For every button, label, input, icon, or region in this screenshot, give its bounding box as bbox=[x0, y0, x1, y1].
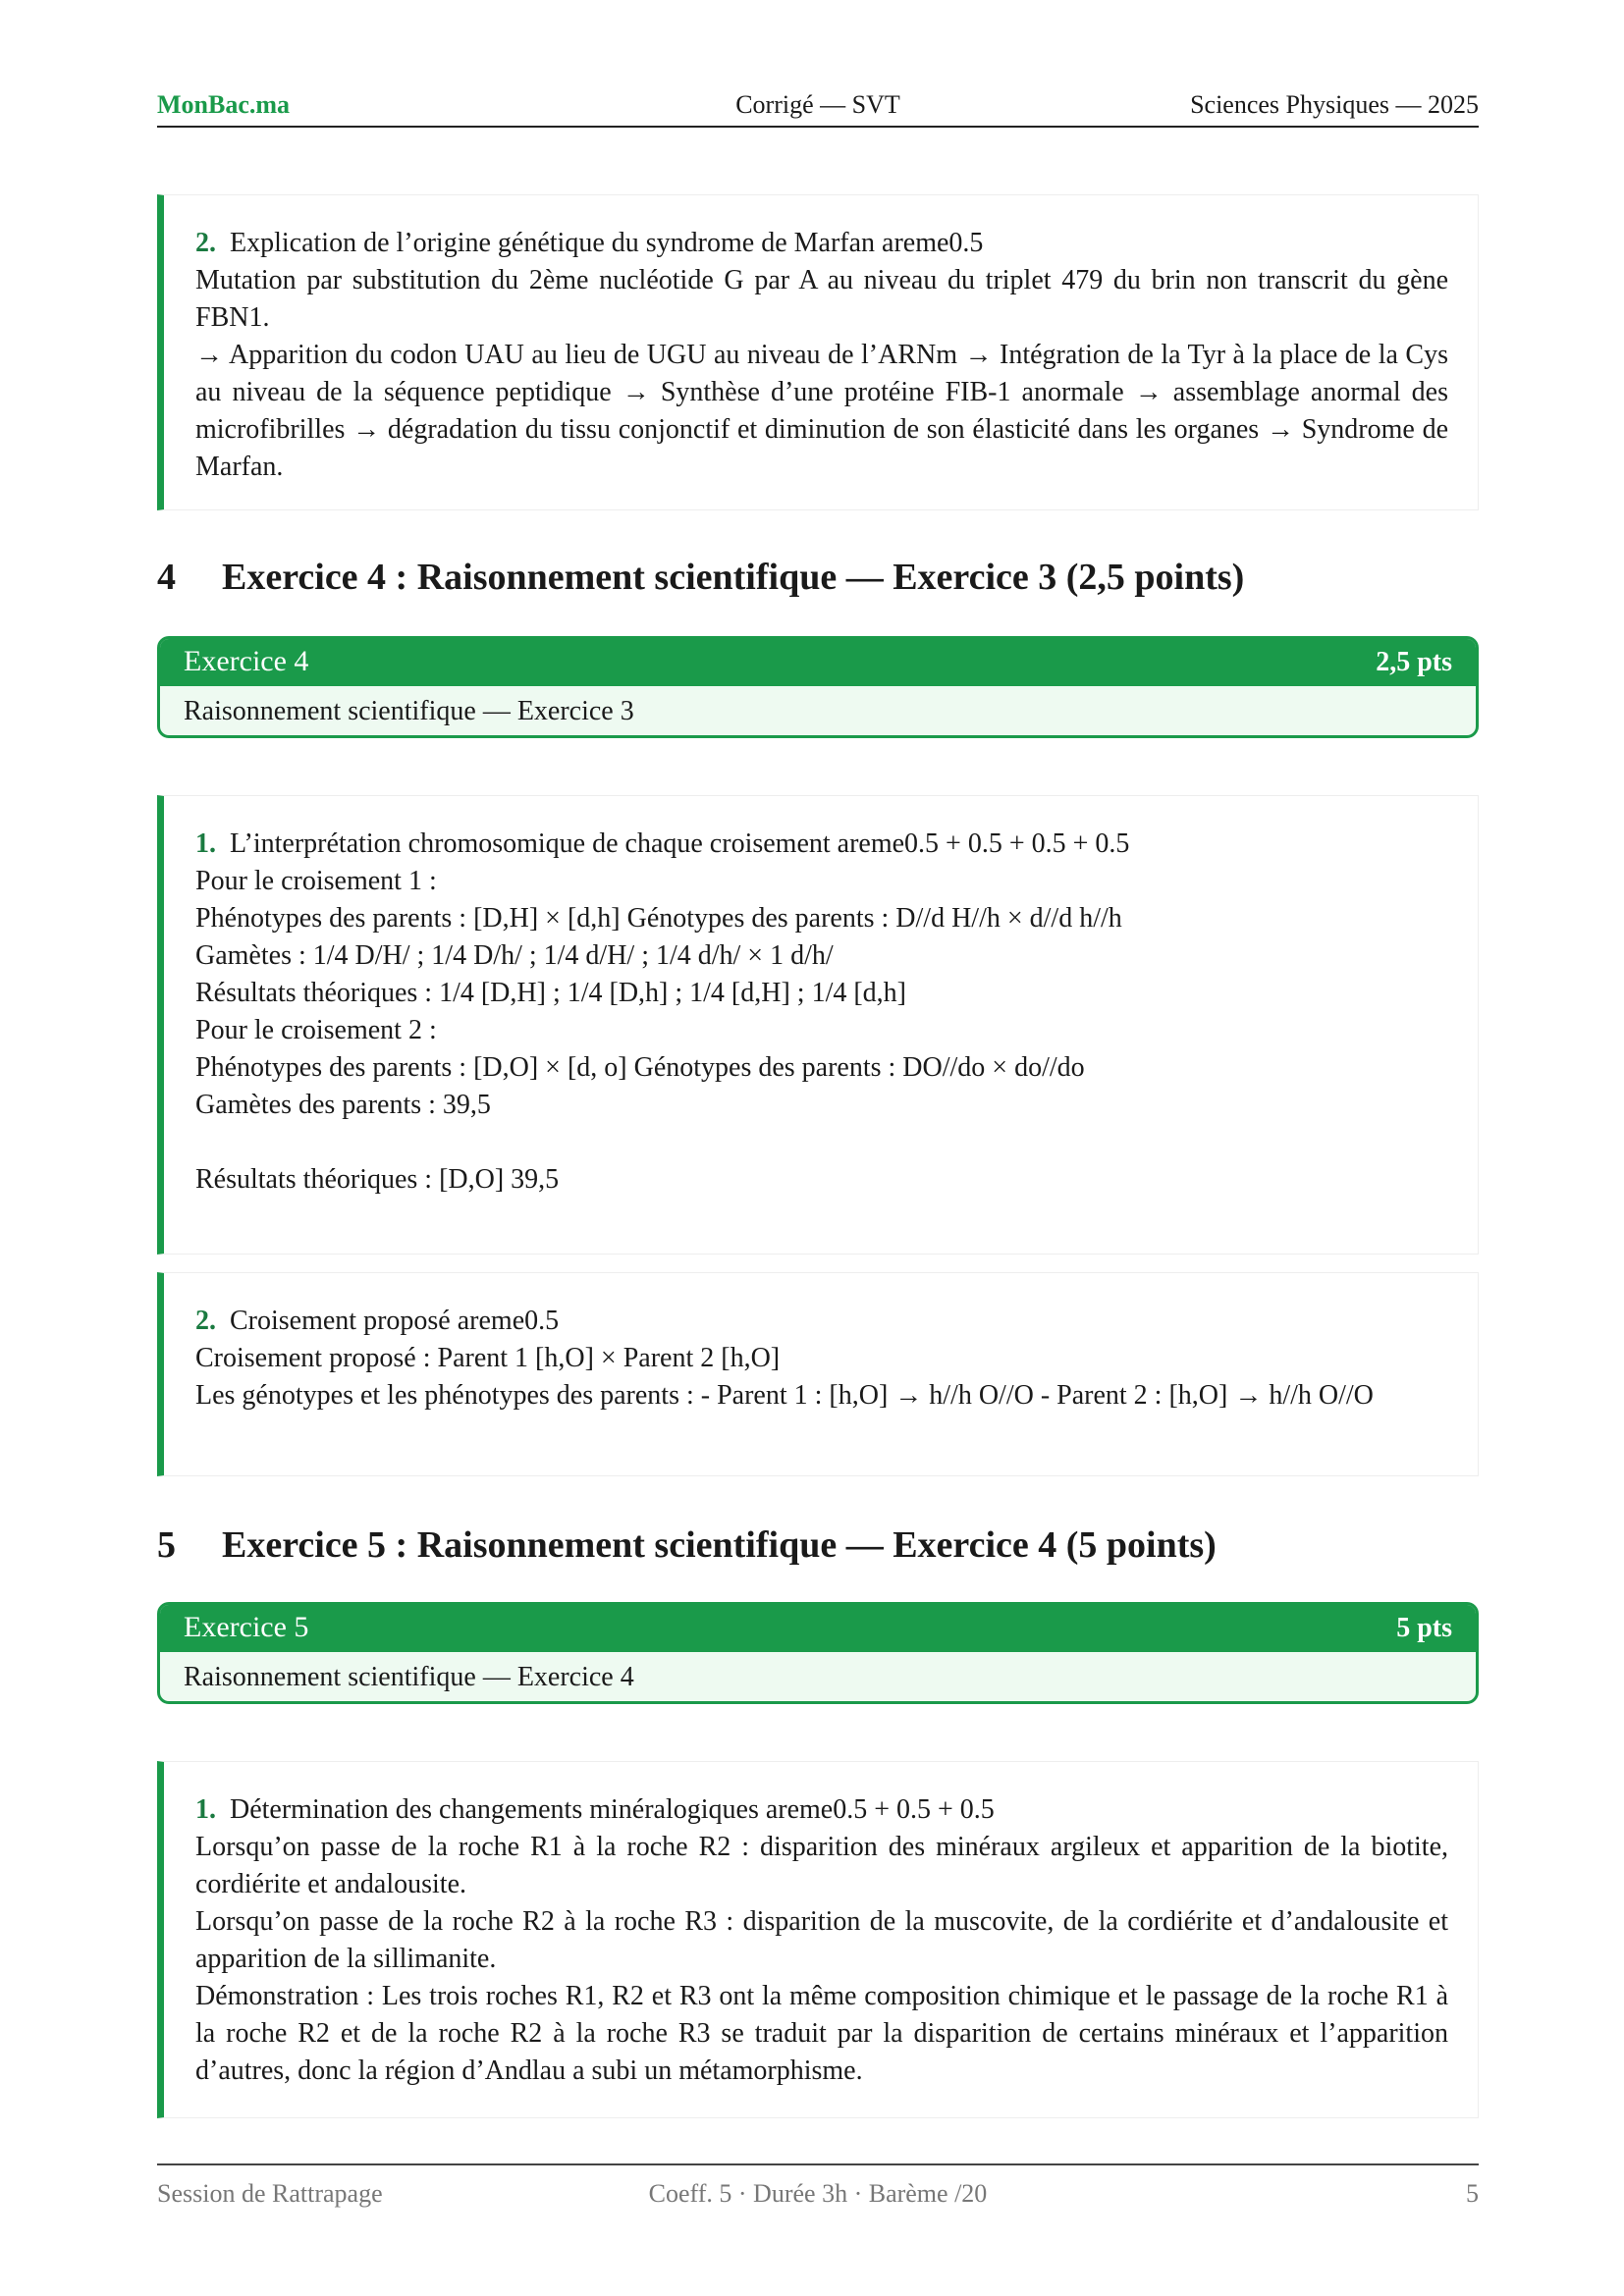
question-number: 1. bbox=[195, 1794, 216, 1825]
answer-line: → Apparition du codon UAU au lieu de UGU au niveau de l’ARNm → Intégration de la Tyr à la place de la Cys au niveau de la séquence peptidique → Synthèse d’une protéine FIB-1 anormale → assemblage anormal des microfibrilles → dégradation du tissu conjonctif et diminution de son élasticité dans les organes → Syndrome de Marfan. bbox=[195, 340, 1448, 482]
exercise-title: Exercice 5 bbox=[184, 1611, 309, 1643]
answer-line: Résultats théoriques : [D,O] 39,5 bbox=[195, 1164, 560, 1195]
page-number: 5 bbox=[1466, 2179, 1479, 2208]
answer-box-5-1 bbox=[157, 1761, 1479, 2118]
exercise-subtitle: Raisonnement scientifique — Exercice 4 bbox=[184, 1662, 634, 1692]
answer-line: Gamètes : 1/4 D/H/ ; 1/4 D/h/ ; 1/4 d/H/ ; 1/4 d/h/ × 1 d/h/ bbox=[195, 940, 834, 971]
section-title: Exercice 5 : Raisonnement scientifique — Exercice 4 (5 points) bbox=[222, 1524, 1217, 1566]
exercise-banner-bar bbox=[160, 639, 1476, 686]
question-title: Détermination des changements minéralogiques areme0.5 + 0.5 + 0.5 bbox=[230, 1794, 995, 1825]
answer-box-marfan bbox=[157, 194, 1479, 510]
exercise-title: Exercice 4 bbox=[184, 645, 309, 677]
answer-line: Gamètes des parents : 39,5 bbox=[195, 1090, 491, 1120]
exercise-points: 5 pts bbox=[1396, 1613, 1452, 1643]
answer-box-4-2 bbox=[157, 1272, 1479, 1476]
answer-box-4-1 bbox=[157, 795, 1479, 1255]
page-header bbox=[157, 90, 1479, 128]
question-number: 1. bbox=[195, 828, 216, 859]
brand-logo-text: MonBac.ma bbox=[157, 90, 291, 119]
header-series: Sciences Physiques — 2025 bbox=[1190, 90, 1479, 119]
answer-line: Pour le croisement 2 : bbox=[195, 1015, 437, 1045]
question-line bbox=[195, 826, 1448, 863]
answer-line: Résultats théoriques : 1/4 [D,H] ; 1/4 [D,h] ; 1/4 [d,H] ; 1/4 [d,h] bbox=[195, 978, 907, 1008]
answer-line: Pour le croisement 1 : bbox=[195, 866, 437, 896]
footer-info: Coeff. 5 · Durée 3h · Barème /20 bbox=[648, 2179, 988, 2208]
answer-line: Phénotypes des parents : [D,O] × [d, o] Génotypes des parents : DO//do × do//do bbox=[195, 1052, 1085, 1083]
exercise-banner-4 bbox=[157, 636, 1479, 738]
question-number: 2. bbox=[195, 228, 216, 258]
section-heading-4 bbox=[157, 556, 1479, 599]
blank-line bbox=[195, 1124, 1448, 1161]
section-heading-5 bbox=[157, 1523, 1479, 1567]
exercise-banner-5 bbox=[157, 1602, 1479, 1704]
question-title: Explication de l’origine génétique du syndrome de Marfan areme0.5 bbox=[230, 228, 984, 258]
exercise-subtitle: Raisonnement scientifique — Exercice 3 bbox=[184, 696, 634, 726]
section-title: Exercice 4 : Raisonnement scientifique — Exercice 3 (2,5 points) bbox=[222, 557, 1245, 598]
question-title: L’interprétation chromosomique de chaque croisement areme0.5 + 0.5 + 0.5 + 0.5 bbox=[230, 828, 1130, 859]
exercise-points: 2,5 pts bbox=[1376, 647, 1452, 677]
exercise-banner-bar bbox=[160, 1605, 1476, 1652]
question-title: Croisement proposé areme0.5 bbox=[230, 1306, 560, 1336]
answer-line: Mutation par substitution du 2ème nucléotide G par A au niveau du triplet 479 du brin non transcrit du gène FBN1. bbox=[195, 265, 1448, 333]
answer-line: Phénotypes des parents : [D,H] × [d,h] Génotypes des parents : D//d H//h × d//d h//h bbox=[195, 903, 1122, 934]
answer-line: Les génotypes et les phénotypes des parents : - Parent 1 : [h,O] → h//h O//O - Parent 2 : [h,O] → h//h O//O bbox=[195, 1380, 1374, 1411]
footer-session: Session de Rattrapage bbox=[157, 2179, 383, 2208]
answer-line: Lorsqu’on passe de la roche R2 à la roche R3 : disparition de la muscovite, de la cordiérite et d’andalousite et apparition de la sillimanite. bbox=[195, 1906, 1448, 1974]
question-line bbox=[195, 225, 1448, 262]
answer-line: Lorsqu’on passe de la roche R1 à la roche R2 : disparition des minéraux argileux et apparition de la biotite, cordiérite et andalousite. bbox=[195, 1832, 1448, 1899]
question-line bbox=[195, 1791, 1448, 1829]
answer-line: Croisement proposé : Parent 1 [h,O] × Parent 2 [h,O] bbox=[195, 1343, 781, 1373]
header-subject: Corrigé — SVT bbox=[735, 90, 900, 119]
question-line bbox=[195, 1303, 1448, 1340]
section-number: 4 bbox=[157, 557, 176, 598]
answer-line: Démonstration : Les trois roches R1, R2 et R3 ont la même composition chimique et le passage de la roche R1 à la roche R2 et de la roche R2 à la roche R3 se traduit par la disparition de certains minéraux et l’apparition d’autres, donc la région d’Andlau a subi un métamorphisme. bbox=[195, 1981, 1448, 2086]
page-footer bbox=[157, 2163, 1479, 2215]
section-number: 5 bbox=[157, 1524, 176, 1566]
question-number: 2. bbox=[195, 1306, 216, 1336]
